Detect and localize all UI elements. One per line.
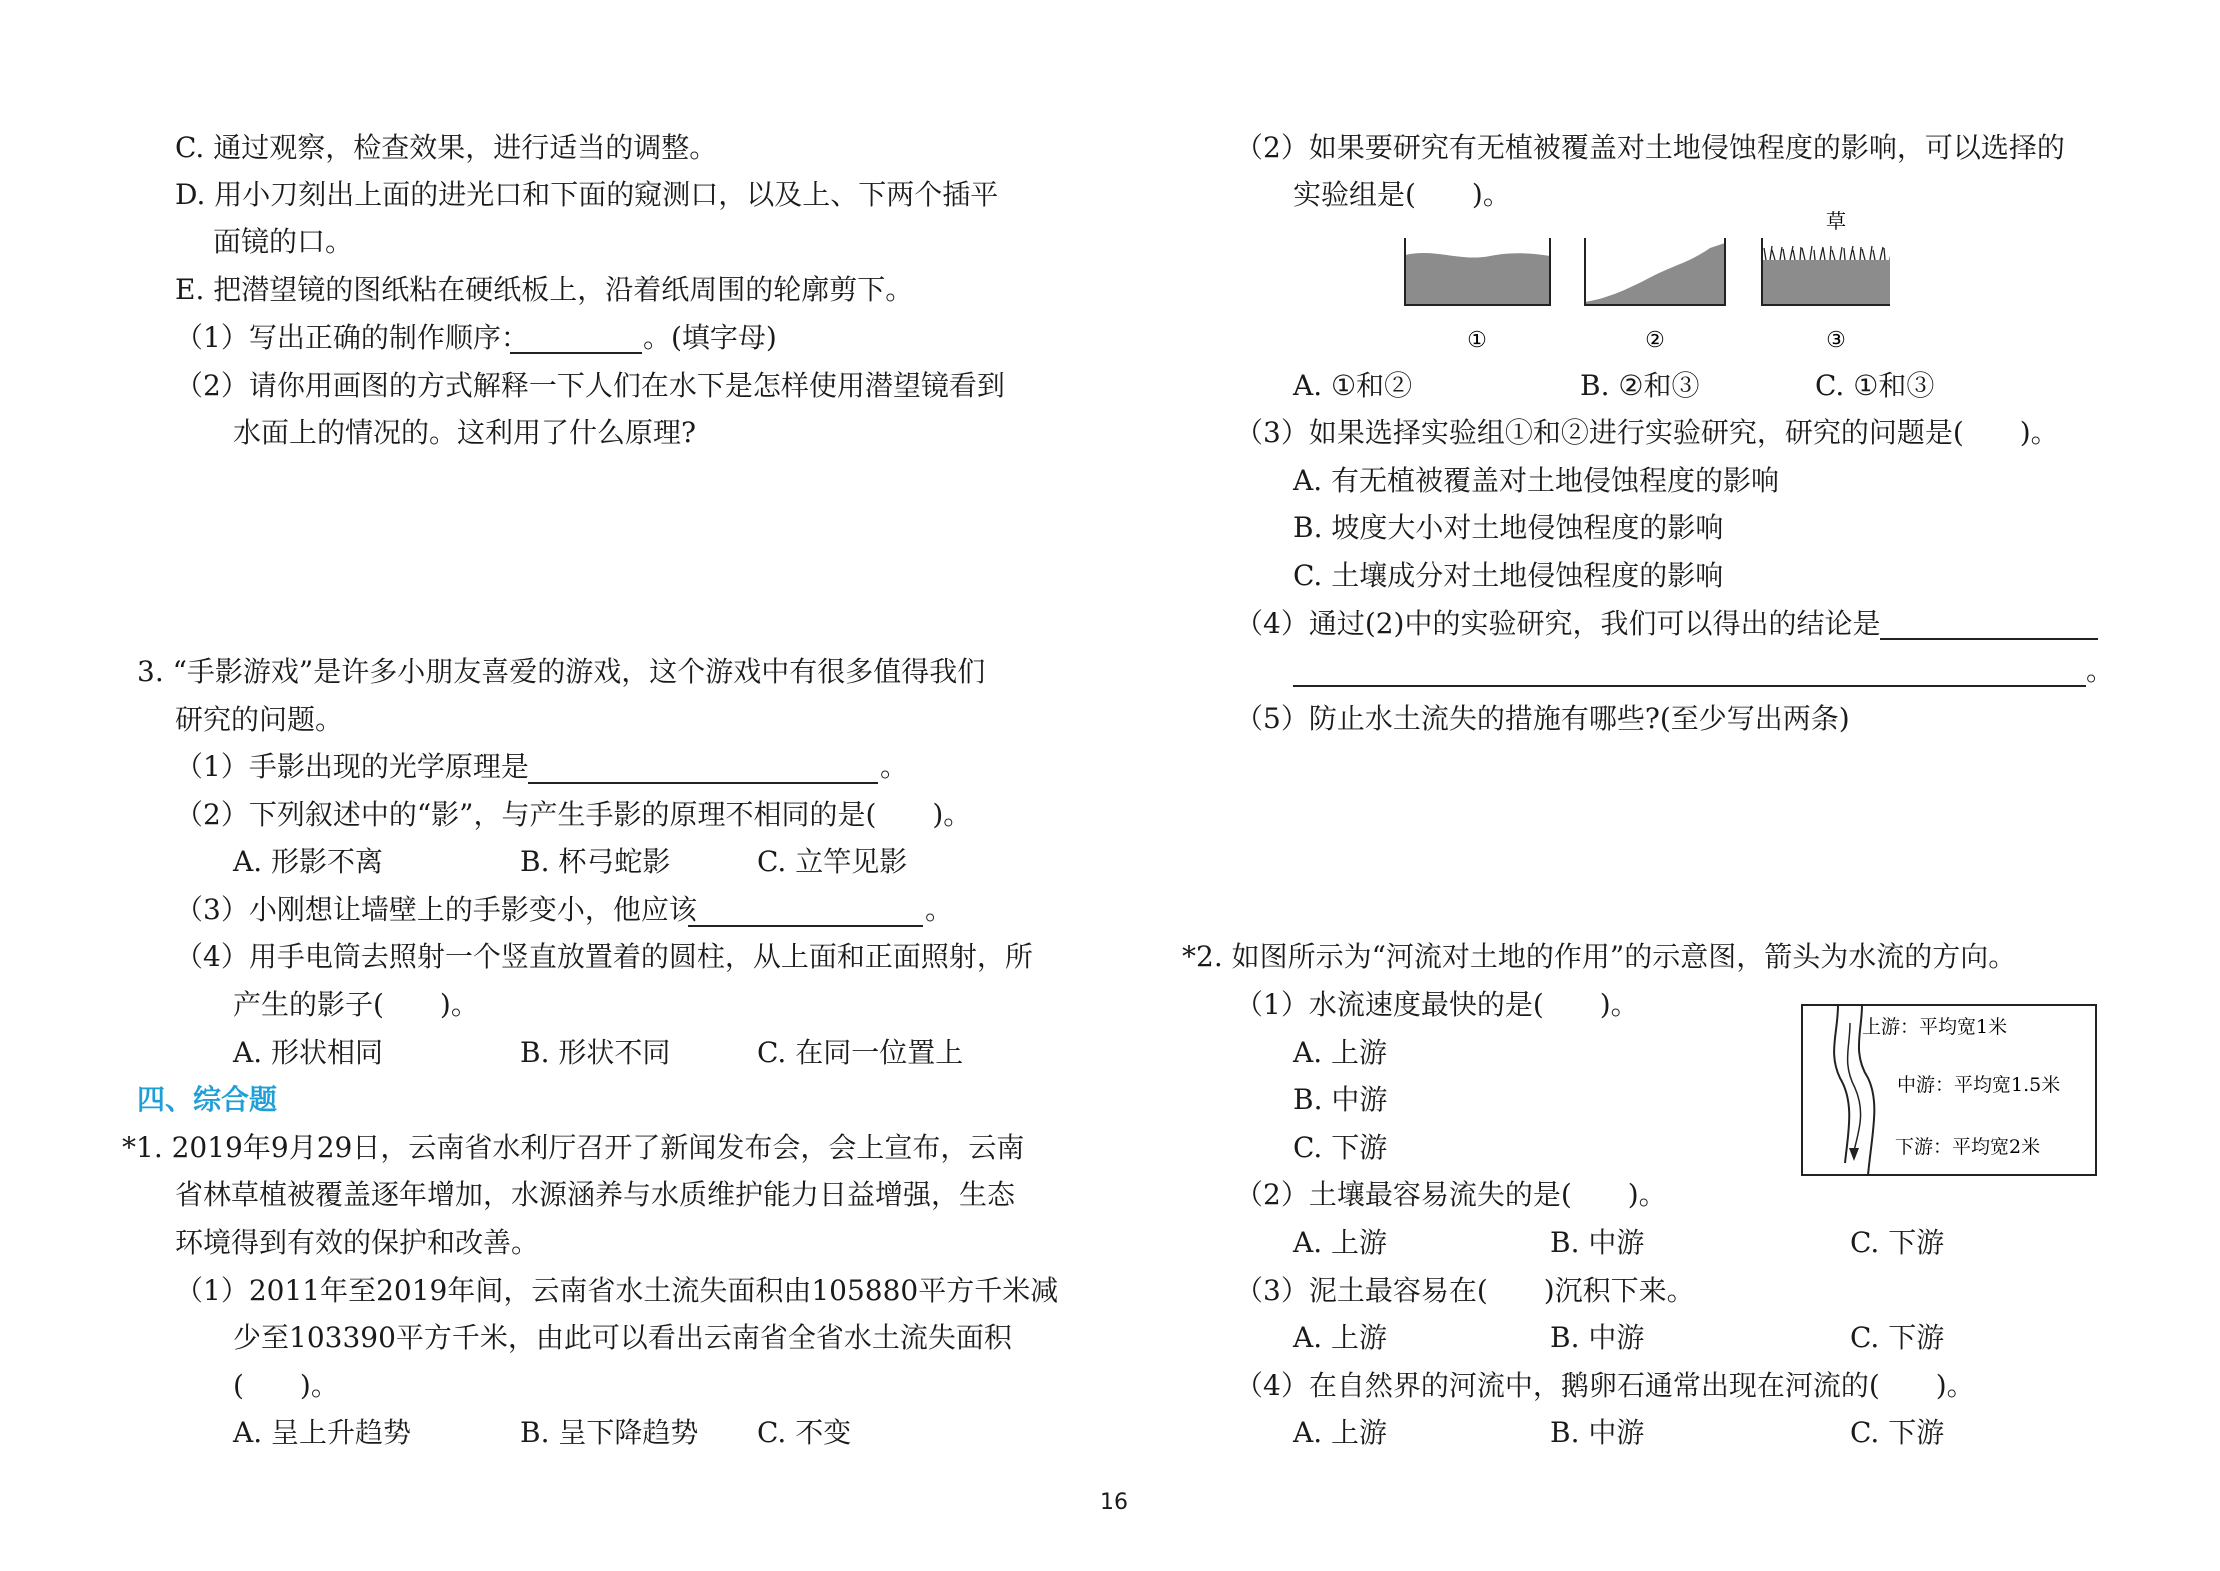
problem-2-q1-option-a[interactable]: A. 上游 bbox=[1293, 1036, 1388, 1069]
question-2-line2: 水面上的情况的。这利用了什么原理? bbox=[233, 416, 697, 449]
problem-2-q3-option-b[interactable]: B. 中游 bbox=[1550, 1321, 1645, 1354]
option-d-line2: 面镜的口。 bbox=[213, 225, 354, 258]
grass-icon bbox=[1764, 246, 1890, 260]
option-c: C. 通过观察，检查效果，进行适当的调整。 bbox=[175, 131, 718, 164]
problem-3-q4-line2: 产生的影子( )。 bbox=[233, 988, 479, 1021]
answer-blank-conclusion-2[interactable] bbox=[1293, 685, 2086, 687]
problem-3-q4-option-a[interactable]: A. 形状相同 bbox=[233, 1036, 384, 1069]
problem-1-line1: *1. 2019年9月29日，云南省水利厅召开了新闻发布会，会上宣布，云南 bbox=[122, 1131, 1025, 1164]
option-e: E. 把潜望镜的图纸粘在硬纸板上，沿着纸周围的轮廓剪下。 bbox=[175, 273, 914, 306]
problem-2-q4-option-a[interactable]: A. 上游 bbox=[1293, 1416, 1388, 1449]
problem-3-q4-line1: （4）用手电筒去照射一个竖直放置着的圆柱，从上面和正面照射，所 bbox=[175, 940, 1033, 973]
problem-1-q1-line1: （1）2011年至2019年间，云南省水土流失面积由105880平方千米减 bbox=[175, 1274, 1059, 1307]
page-number: 16 bbox=[1100, 1490, 1128, 1515]
tray-2-label: ② bbox=[1645, 328, 1665, 353]
problem-1-q1-line3: ( )。 bbox=[233, 1369, 339, 1402]
problem-2-intro: *2. 如图所示为“河流对土地的作用”的示意图，箭头为水流的方向。 bbox=[1182, 940, 2017, 973]
question-1-suffix: 。(填字母) bbox=[643, 321, 777, 354]
right-q2-line2: 实验组是( )。 bbox=[1293, 178, 1511, 211]
answer-blank-shadow[interactable] bbox=[688, 925, 923, 927]
grass-label: 草 bbox=[1826, 210, 1846, 233]
problem-1-q1-line2: 少至103390平方千米，由此可以看出云南省全省水土流失面积 bbox=[233, 1321, 1012, 1354]
option-d-line1: D. 用小刀刻出上面的进光口和下面的窥测口，以及上、下两个插平 bbox=[175, 178, 999, 211]
problem-3-q2-option-a[interactable]: A. 形影不离 bbox=[233, 845, 384, 878]
problem-1-line3: 环境得到有效的保护和改善。 bbox=[175, 1226, 540, 1259]
river-diagram bbox=[1800, 1003, 2100, 1178]
right-q4: （4）通过(2)中的实验研究，我们可以得出的结论是 bbox=[1235, 607, 1881, 640]
problem-1-q1-option-b[interactable]: B. 呈下降趋势 bbox=[520, 1416, 699, 1449]
problem-3-q4-option-c[interactable]: C. 在同一位置上 bbox=[757, 1036, 964, 1069]
tray-1-soil bbox=[1405, 253, 1550, 305]
problem-2-q2-option-b[interactable]: B. 中游 bbox=[1550, 1226, 1645, 1259]
answer-blank-order[interactable] bbox=[510, 352, 642, 354]
right-q3-option-b[interactable]: B. 坡度大小对土地侵蚀程度的影响 bbox=[1293, 511, 1724, 544]
midstream-label: 中游：平均宽1.5米 bbox=[1897, 1074, 2061, 1096]
problem-2-q3-option-a[interactable]: A. 上游 bbox=[1293, 1321, 1388, 1354]
problem-3-q4-option-b[interactable]: B. 形状不同 bbox=[520, 1036, 671, 1069]
section-heading: 四、综合题 bbox=[137, 1083, 278, 1116]
flow-arrowhead-icon bbox=[1849, 1148, 1859, 1161]
problem-3-q1: （1）手影出现的光学原理是 bbox=[175, 750, 529, 783]
downstream-label: 下游：平均宽2米 bbox=[1895, 1136, 2041, 1158]
problem-2-q3: （3）泥土最容易在( )沉积下来。 bbox=[1235, 1274, 1695, 1307]
upstream-label: 上游：平均宽1米 bbox=[1862, 1016, 2008, 1038]
problem-1-line2: 省林草植被覆盖逐年增加，水源涵养与水质维护能力日益增强，生态 bbox=[175, 1178, 1016, 1211]
problem-2-q2: （2）土壤最容易流失的是( )。 bbox=[1235, 1178, 1667, 1211]
right-q5: （5）防止水土流失的措施有哪些?(至少写出两条) bbox=[1235, 702, 1850, 735]
problem-2-q1: （1）水流速度最快的是( )。 bbox=[1235, 988, 1639, 1021]
tray-3-label: ③ bbox=[1826, 328, 1846, 353]
problem-2-q1-option-b[interactable]: B. 中游 bbox=[1293, 1083, 1388, 1116]
problem-3-q2: （2）下列叙述中的“影”，与产生手影的原理不相同的是( )。 bbox=[175, 798, 972, 831]
answer-blank-principle[interactable] bbox=[528, 782, 878, 784]
right-q3-option-a[interactable]: A. 有无植被覆盖对土地侵蚀程度的影响 bbox=[1293, 464, 1780, 497]
problem-2-q4: （4）在自然界的河流中，鹅卵石通常出现在河流的( )。 bbox=[1235, 1369, 1975, 1402]
problem-2-q2-option-c[interactable]: C. 下游 bbox=[1850, 1226, 1945, 1259]
tray-2-soil bbox=[1585, 243, 1725, 305]
answer-blank-conclusion-1[interactable] bbox=[1880, 638, 2098, 640]
question-2-line1: （2）请你用画图的方式解释一下人们在水下是怎样使用潜望镜看到 bbox=[175, 369, 1005, 402]
problem-3-line2: 研究的问题。 bbox=[175, 703, 344, 736]
right-q2-option-b[interactable]: B. ②和③ bbox=[1580, 369, 1700, 402]
problem-2-q4-option-c[interactable]: C. 下游 bbox=[1850, 1416, 1945, 1449]
problem-3-q3-end: 。 bbox=[925, 893, 954, 926]
problem-1-q1-option-a[interactable]: A. 呈上升趋势 bbox=[233, 1416, 412, 1449]
problem-3-q2-option-c[interactable]: C. 立竿见影 bbox=[757, 845, 908, 878]
problem-2-q2-option-a[interactable]: A. 上游 bbox=[1293, 1226, 1388, 1259]
problem-3-q1-end: 。 bbox=[880, 750, 909, 783]
right-q2-line1: （2）如果要研究有无植被覆盖对土地侵蚀程度的影响，可以选择的 bbox=[1235, 131, 2065, 164]
tray-1-label: ① bbox=[1467, 328, 1487, 353]
question-1-prompt: （1）写出正确的制作顺序： bbox=[175, 321, 529, 354]
tray-3-soil bbox=[1762, 260, 1890, 305]
right-q2-option-c[interactable]: C. ①和③ bbox=[1815, 369, 1935, 402]
right-q4-end: 。 bbox=[2086, 654, 2115, 687]
right-q3: （3）如果选择实验组①和②进行实验研究，研究的问题是( )。 bbox=[1235, 416, 2059, 449]
right-q2-option-a[interactable]: A. ①和② bbox=[1293, 369, 1413, 402]
problem-3-q3: （3）小刚想让墙壁上的手影变小，他应该 bbox=[175, 893, 697, 926]
problem-3-line1: 3. “手影游戏”是许多小朋友喜爱的游戏，这个游戏中有很多值得我们 bbox=[137, 655, 986, 688]
right-q3-option-c[interactable]: C. 土壤成分对土地侵蚀程度的影响 bbox=[1293, 559, 1724, 592]
erosion-experiment-figure bbox=[1390, 210, 1890, 355]
problem-2-q1-option-c[interactable]: C. 下游 bbox=[1293, 1131, 1388, 1164]
problem-2-q4-option-b[interactable]: B. 中游 bbox=[1550, 1416, 1645, 1449]
problem-3-q2-option-b[interactable]: B. 杯弓蛇影 bbox=[520, 845, 671, 878]
river-left-bank bbox=[1834, 1005, 1849, 1163]
problem-2-q3-option-c[interactable]: C. 下游 bbox=[1850, 1321, 1945, 1354]
problem-1-q1-option-c[interactable]: C. 不变 bbox=[757, 1416, 852, 1449]
